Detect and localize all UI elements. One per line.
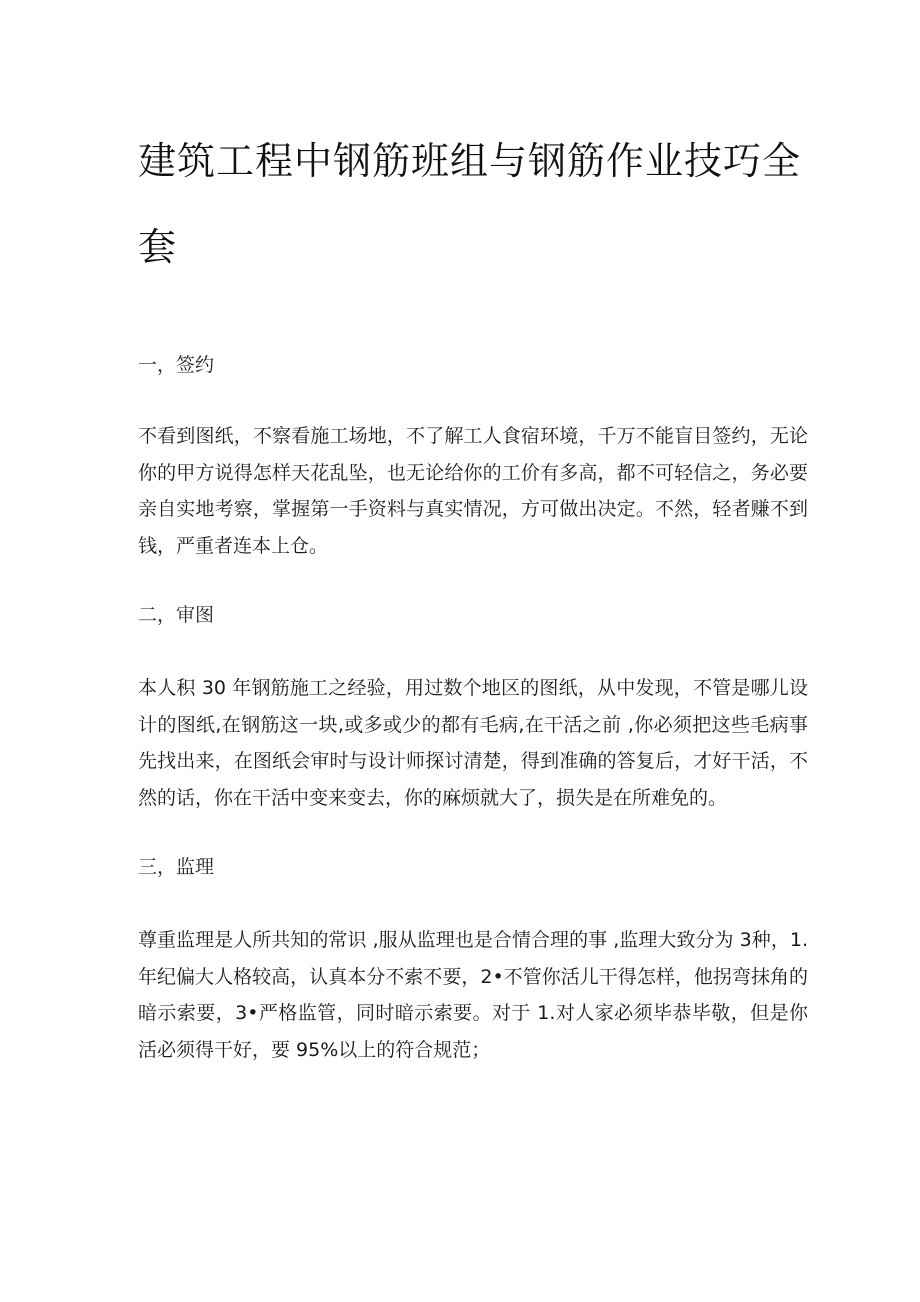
section-body-signing: 不看到图纸，不察看施工场地，不了解工人食宿环境，千万不能盲目签约，无论你的甲方说得怎样天花乱坠，也无论给你的工价有多高，都不可轻信之，务必要亲自实地考察，掌握第一手资料与真实情况，方可做出决定。不然，轻者赚不到钱，严重者连本上仓。 bbox=[138, 425, 808, 557]
section-body-supervision: 尊重监理是人所共知的常识 ,服从监理也是合情合理的事 ,监理大致分为 3种，1.年纪偏大人格较高，认真本分不索不要，2•不管你活儿干得怎样，他拐弯抹角的暗示索要，3•严格监管，同时暗示索要。对于 1.对人家必须毕恭毕敬，但是你活必须得干好，要 95%以上的符合规范； bbox=[138, 929, 808, 1061]
document-title: 建筑工程中钢筋班组与钢筋作业技巧全套 bbox=[138, 139, 802, 269]
section-heading-drawing-review: 二，审图 bbox=[138, 604, 215, 626]
section-heading-supervision: 三，监理 bbox=[138, 856, 215, 878]
section-body-drawing-review: 本人积 30 年钢筋施工之经验，用过数个地区的图纸，从中发现，不管是哪儿设计的图纸,在钢筋这一块,或多或少的都有毛病,在干活之前 ,你必须把这些毛病事先找出来，在图纸会审时与设计师探讨清楚，得到准确的答复后，才好干活，不然的话，你在干活中变来变去，你的麻烦就大了，损失是在所难免的。 bbox=[138, 677, 808, 809]
section-heading-signing: 一，签约 bbox=[138, 354, 215, 376]
document-page bbox=[138, 118, 808, 1068]
